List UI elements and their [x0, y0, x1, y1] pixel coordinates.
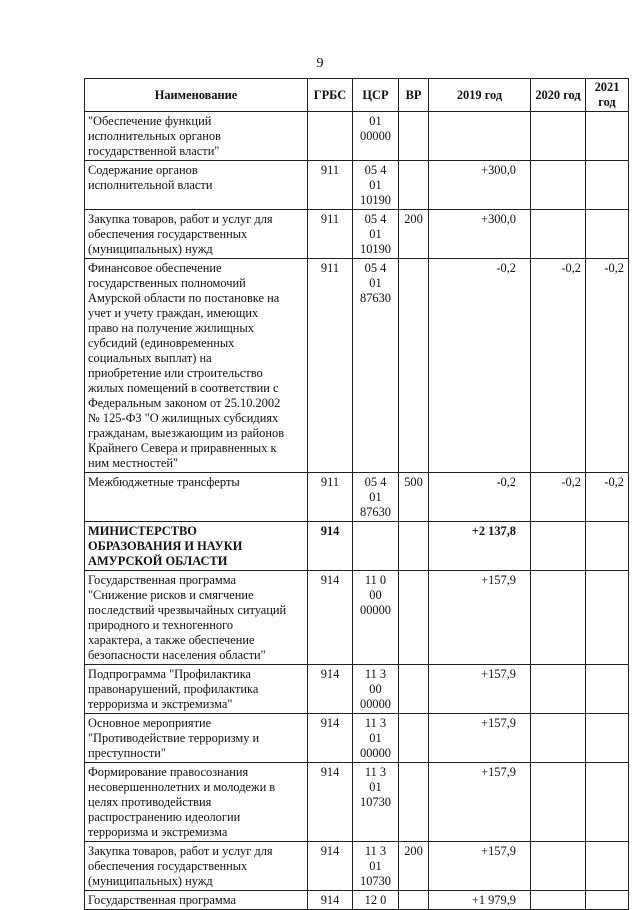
cell-2020 — [531, 522, 586, 571]
cell-2019 — [429, 763, 531, 842]
cell-csr — [353, 842, 399, 891]
cell-name-text: Формирование правосознания несовершеннолетних и молодежи в целях противодействия распространению идеологии терроризма и экстремизма — [88, 765, 276, 839]
cell-2021 — [586, 210, 629, 259]
cell-2019 — [429, 714, 531, 763]
cell-csr-text: 11 3 01 10730 — [360, 844, 391, 888]
cell-grbs — [308, 763, 353, 842]
cell-name-text: Государственная программа — [88, 893, 236, 907]
table-row — [85, 259, 629, 473]
cell-csr — [353, 259, 399, 473]
table-row — [85, 891, 629, 910]
cell-2020 — [531, 112, 586, 161]
cell-name-text: "Обеспечение функций исполнительных органов государственной власти" — [88, 114, 221, 158]
cell-2019-text: +157,9 — [481, 667, 516, 681]
cell-2020 — [531, 210, 586, 259]
cell-grbs — [308, 112, 353, 161]
cell-name — [85, 210, 308, 259]
cell-grbs — [308, 522, 353, 571]
cell-2020 — [531, 763, 586, 842]
cell-2019 — [429, 161, 531, 210]
cell-csr — [353, 112, 399, 161]
cell-vr — [399, 473, 429, 522]
cell-2020 — [531, 842, 586, 891]
cell-name — [85, 112, 308, 161]
cell-vr — [399, 842, 429, 891]
cell-csr — [353, 891, 399, 910]
cell-vr — [399, 210, 429, 259]
cell-csr — [353, 665, 399, 714]
cell-2019-text: +300,0 — [481, 212, 516, 226]
header-2019: 2019 год — [429, 79, 531, 112]
cell-2020 — [531, 473, 586, 522]
table-row — [85, 112, 629, 161]
cell-name — [85, 842, 308, 891]
cell-grbs — [308, 210, 353, 259]
cell-grbs — [308, 714, 353, 763]
cell-2019 — [429, 571, 531, 665]
cell-name-text: Содержание органов исполнительной власти — [88, 163, 213, 192]
cell-csr-text: 05 4 01 87630 — [360, 475, 391, 519]
cell-2021 — [586, 891, 629, 910]
header-name: Наименование — [85, 79, 308, 112]
cell-grbs-text: 911 — [320, 261, 340, 275]
cell-name-text: Межбюджетные трансферты — [88, 475, 240, 489]
cell-2019-text: +157,9 — [481, 844, 516, 858]
cell-name — [85, 714, 308, 763]
cell-2021 — [586, 714, 629, 763]
cell-vr — [399, 763, 429, 842]
cell-2021-text: -0,2 — [604, 261, 624, 275]
cell-2020-text: -0,2 — [561, 475, 581, 489]
cell-csr — [353, 571, 399, 665]
header-csr: ЦСР — [353, 79, 399, 112]
cell-name — [85, 891, 308, 910]
cell-2019 — [429, 842, 531, 891]
cell-2019 — [429, 259, 531, 473]
cell-vr-text: 200 — [404, 212, 423, 226]
cell-csr-text: 11 3 00 00000 — [360, 667, 391, 711]
cell-vr — [399, 714, 429, 763]
header-2021: 2021 год — [586, 79, 629, 112]
cell-name — [85, 571, 308, 665]
cell-vr — [399, 571, 429, 665]
table-row — [85, 473, 629, 522]
cell-2021 — [586, 665, 629, 714]
cell-name-text: Подпрограмма "Профилактика правонарушений, профилактика терроризма и экстремизма" — [88, 667, 259, 711]
table-row — [85, 210, 629, 259]
cell-csr-text: 11 3 01 00000 — [360, 716, 391, 760]
cell-2020 — [531, 891, 586, 910]
cell-grbs-text: 911 — [320, 212, 340, 226]
cell-grbs — [308, 842, 353, 891]
cell-2020 — [531, 161, 586, 210]
cell-name-text: Государственная программа "Снижение рисков и смягчение последствий чрезвычайных ситуаций природного и техногенного характера, а также обеспечение безопасности населения области" — [88, 573, 287, 662]
cell-2019 — [429, 210, 531, 259]
cell-2020 — [531, 259, 586, 473]
table-row — [85, 842, 629, 891]
cell-2020-text: -0,2 — [561, 261, 581, 275]
cell-2020 — [531, 714, 586, 763]
cell-name — [85, 763, 308, 842]
table-row — [85, 714, 629, 763]
cell-grbs — [308, 473, 353, 522]
cell-name — [85, 259, 308, 473]
cell-2019 — [429, 891, 531, 910]
budget-table — [84, 78, 629, 910]
cell-2021 — [586, 842, 629, 891]
cell-grbs — [308, 259, 353, 473]
cell-2019-text: +2 137,8 — [471, 524, 516, 538]
cell-csr-text: 12 0 — [364, 893, 387, 907]
cell-csr-text: 11 3 01 10730 — [360, 765, 391, 809]
table-row — [85, 763, 629, 842]
cell-name-text: МИНИСТЕРСТВО ОБРАЗОВАНИЯ И НАУКИ АМУРСКОЙ ОБЛАСТИ — [88, 524, 243, 568]
cell-csr — [353, 161, 399, 210]
cell-2021 — [586, 522, 629, 571]
cell-2019-text: +1 979,9 — [471, 893, 516, 907]
cell-grbs — [308, 571, 353, 665]
table-header-row — [85, 79, 629, 112]
header-grbs: ГРБС — [308, 79, 353, 112]
cell-2021 — [586, 112, 629, 161]
cell-grbs-text: 911 — [320, 163, 340, 177]
cell-2021-text: -0,2 — [604, 475, 624, 489]
cell-csr-text: 05 4 01 10190 — [360, 163, 391, 207]
cell-grbs-text: 914 — [320, 573, 340, 587]
cell-csr — [353, 522, 399, 571]
cell-csr-text: 05 4 01 87630 — [360, 261, 391, 305]
table-body — [85, 112, 629, 910]
cell-csr — [353, 763, 399, 842]
cell-2020 — [531, 571, 586, 665]
cell-2019-text: -0,2 — [496, 261, 516, 275]
table-row — [85, 665, 629, 714]
cell-grbs — [308, 161, 353, 210]
cell-vr — [399, 259, 429, 473]
header-2020: 2020 год — [531, 79, 586, 112]
cell-grbs-text: 914 — [320, 667, 340, 681]
cell-name — [85, 665, 308, 714]
cell-vr-text: 200 — [404, 844, 423, 858]
cell-2021 — [586, 763, 629, 842]
cell-name-text: Основное мероприятие "Противодействие терроризму и преступности" — [88, 716, 260, 760]
cell-2021 — [586, 259, 629, 473]
cell-name — [85, 161, 308, 210]
cell-grbs-text: 914 — [320, 844, 340, 858]
cell-grbs-text: 914 — [320, 893, 340, 907]
cell-grbs — [308, 891, 353, 910]
cell-name-text: Закупка товаров, работ и услуг для обеспечения государственных (муниципальных) нужд — [88, 212, 273, 256]
table-row — [85, 522, 629, 571]
cell-vr — [399, 665, 429, 714]
cell-vr — [399, 112, 429, 161]
cell-csr-text: 11 0 00 00000 — [360, 573, 391, 617]
cell-2021 — [586, 571, 629, 665]
cell-2019-text: +157,9 — [481, 765, 516, 779]
cell-csr — [353, 714, 399, 763]
cell-vr — [399, 891, 429, 910]
cell-2021 — [586, 161, 629, 210]
cell-grbs-text: 914 — [320, 765, 340, 779]
cell-name-text: Финансовое обеспечение государственных полномочий Амурской области по постановке на учет и учету граждан, имеющих право на получение жилищных субсидий (единовременных социальных выплат) на приобретение или строительство жилых помещений в соответствии с Федеральным законом от 25.10.2002 № 125-ФЗ "О жилищных субсидиях гражданам, выезжающим из районов Крайнего Севера и приравненных к ним местностей" — [88, 261, 285, 470]
cell-csr-text: 01 00000 — [360, 114, 391, 143]
cell-grbs — [308, 665, 353, 714]
cell-2021 — [586, 473, 629, 522]
cell-2019 — [429, 522, 531, 571]
cell-2019-text: +157,9 — [481, 716, 516, 730]
cell-grbs-text: 914 — [320, 524, 340, 538]
cell-vr — [399, 522, 429, 571]
cell-name-text: Закупка товаров, работ и услуг для обеспечения государственных (муниципальных) нужд — [88, 844, 273, 888]
cell-2019 — [429, 473, 531, 522]
cell-vr-text: 500 — [404, 475, 423, 489]
cell-2019-text: +157,9 — [481, 573, 516, 587]
cell-2019 — [429, 665, 531, 714]
cell-2019-text: -0,2 — [496, 475, 516, 489]
header-vr: ВР — [399, 79, 429, 112]
table-row — [85, 161, 629, 210]
cell-grbs-text: 911 — [320, 475, 340, 489]
cell-2019 — [429, 112, 531, 161]
cell-csr-text: 05 4 01 10190 — [360, 212, 391, 256]
cell-2020 — [531, 665, 586, 714]
cell-grbs-text: 914 — [320, 716, 340, 730]
cell-name — [85, 522, 308, 571]
table-row — [85, 571, 629, 665]
cell-name — [85, 473, 308, 522]
page-number: 9 — [316, 56, 324, 71]
cell-csr — [353, 210, 399, 259]
cell-vr — [399, 161, 429, 210]
cell-csr — [353, 473, 399, 522]
cell-2019-text: +300,0 — [481, 163, 516, 177]
